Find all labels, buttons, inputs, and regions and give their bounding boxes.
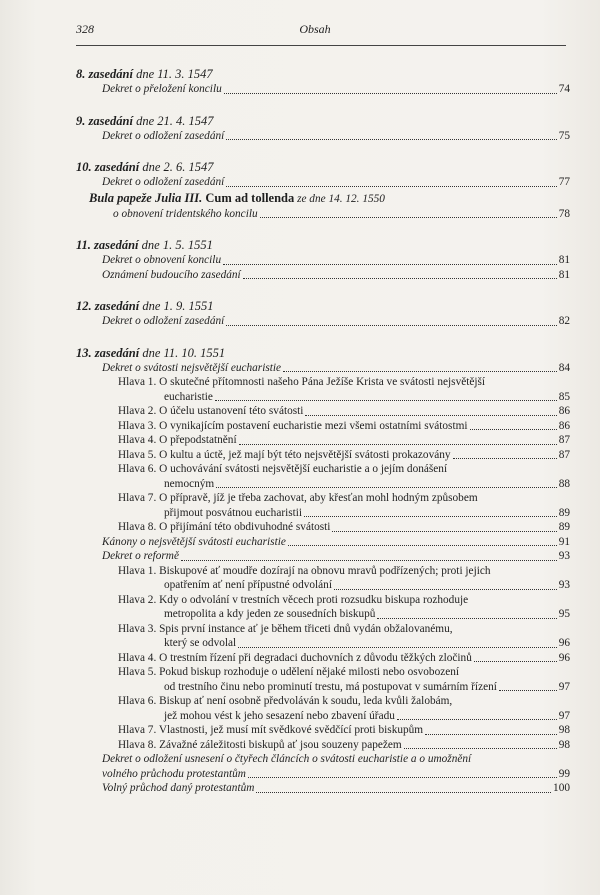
session-heading: 12. zasedání dne 1. 9. 1551 bbox=[76, 299, 214, 313]
toc-entry-chapter[interactable]: Hlava 3. Spis první instance ať je během třiceti dnů vydán obžalovanému, který se odvolal 96 bbox=[118, 622, 570, 649]
toc-entry[interactable]: Oznámení budoucího zasedání 81 bbox=[102, 268, 570, 281]
toc-entry[interactable]: Dekret o odložení zasedání 75 bbox=[102, 129, 570, 142]
toc-entry-chapter[interactable]: Hlava 8. O přijímání této obdivuhodné svátosti 89 bbox=[118, 521, 570, 533]
session-heading: 8. zasedání dne 11. 3. 1547 bbox=[76, 67, 213, 81]
toc-entry-chapter[interactable]: Hlava 1. Biskupové ať moudře dozírají na obnovu mravů podřízených; proti jejich opatřením ať není přípustné odvolání 93 bbox=[118, 564, 570, 591]
toc-entry-chapter[interactable]: Hlava 6. O uchovávání svátosti nejsvětější eucharistie a o jejím donášení nemocným 88 bbox=[118, 463, 570, 490]
toc-entry-chapter[interactable]: Hlava 3. O vynikajícím postavení eucharistie mezi všemi ostatními svátostmi 86 bbox=[118, 419, 570, 432]
session-heading: 9. zasedání dne 21. 4. 1547 bbox=[76, 113, 214, 128]
session-heading: 11. zasedání dne 1. 5. 1551 bbox=[76, 238, 213, 252]
toc-entry-chapter[interactable]: Hlava 6. Biskup ať není osobně předvoláván k soudu, leda kvůli žalobám, jež mohou vést k jeho sesazení nebo zbavení úřadu 97 bbox=[118, 695, 570, 722]
toc-entry[interactable]: Dekret o odložení zasedání 77 bbox=[102, 176, 570, 188]
toc-entry-chapter[interactable]: Hlava 2. O účelu ustanovení této svátosti 86 bbox=[118, 405, 570, 417]
toc-entry[interactable]: Dekret o odložení zasedání 82 bbox=[102, 315, 570, 327]
toc-entry[interactable]: Dekret o reformě 93 bbox=[102, 550, 570, 562]
toc-entry[interactable]: Dekret o svátosti nejsvětější eucharistie 84 bbox=[102, 361, 570, 374]
session-heading: 10. zasedání dne 2. 6. 1547 bbox=[76, 160, 214, 174]
toc-entry-chapter[interactable]: Hlava 4. O trestním řízení při degradaci duchovních z důvodu těžkých zločinů 96 bbox=[118, 651, 570, 664]
toc-entry[interactable]: Volný průchod daný protestantům 100 bbox=[102, 782, 570, 794]
toc-entry-chapter[interactable]: Hlava 4. O přepodstatnění 87 bbox=[118, 434, 570, 446]
toc-entry[interactable]: Dekret o přeložení koncilu 74 bbox=[102, 83, 570, 95]
toc-entry-chapter[interactable]: Hlava 5. Pokud biskup rozhoduje o udělení nějaké milosti nebo osvobození od trestního činu nebo prominutí trestu, má postupovat v sumárním řízení 97 bbox=[118, 666, 570, 693]
header-rule bbox=[76, 45, 566, 46]
table-of-contents bbox=[76, 66, 570, 796]
toc-entry-chapter[interactable]: Hlava 5. O kultu a úctě, jež mají být této nejsvětější svátosti prokazovány 87 bbox=[118, 448, 570, 461]
toc-entry-chapter[interactable]: Hlava 7. O přípravě, jíž je třeba zachovat, aby křesťan mohl hodným způsobem přijmout posvátnou eucharistii 89 bbox=[118, 492, 570, 519]
toc-entry-chapter[interactable]: Hlava 2. Kdy o odvolání v trestních věcech proti rozsudku biskupa rozhoduje metropolita a kdy jeden ze sousedních biskupů 95 bbox=[118, 593, 570, 620]
toc-entry[interactable]: Kánony o nejsvětější svátosti eucharistie 91 bbox=[102, 535, 570, 548]
bull-heading: Bula papeže Julia III. Cum ad tollenda ze dne 14. 12. 1550 bbox=[89, 190, 385, 205]
page-header bbox=[76, 22, 554, 38]
toc-entry-chapter[interactable]: Hlava 7. Vlastnosti, jež musí mít svědkové svědčící proti biskupům 98 bbox=[118, 724, 570, 736]
running-head: Obsah bbox=[299, 22, 331, 36]
session-heading: 13. zasedání dne 11. 10. 1551 bbox=[76, 345, 226, 360]
page-number: 328 bbox=[76, 22, 94, 36]
toc-entry[interactable]: Dekret o obnovení koncilu 81 bbox=[102, 254, 570, 266]
toc-entry[interactable]: Dekret o odložení usnesení o čtyřech článcích o svátosti eucharistie a o umožnění volného průchodu protestantům 99 bbox=[102, 753, 570, 780]
toc-entry[interactable]: o obnovení tridentského koncilu 78 bbox=[113, 207, 570, 220]
toc-entry-chapter[interactable]: Hlava 1. O skutečné přítomnosti našeho Pána Ježíše Krista ve svátosti nejsvětější eucharistie 85 bbox=[118, 376, 570, 403]
toc-entry-chapter[interactable]: Hlava 8. Závažné záležitosti biskupů ať jsou souzeny papežem 98 bbox=[118, 738, 570, 751]
